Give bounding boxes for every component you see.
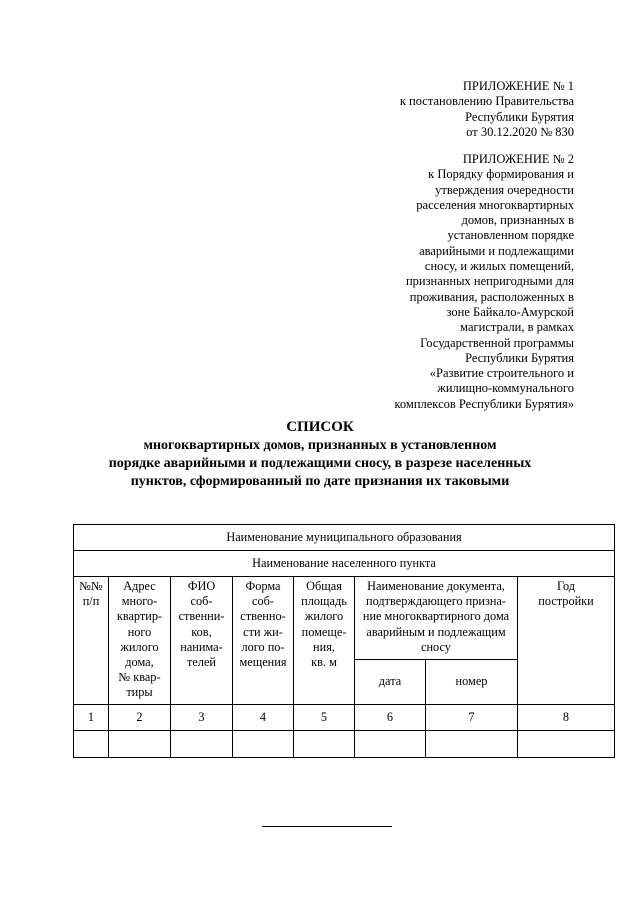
appendix-2-line: магистрали, в рамках — [460, 320, 574, 335]
column-index: 3 — [171, 705, 233, 731]
subtitle-line: порядке аварийными и подлежащими сносу, в разрезе населенных — [108, 455, 532, 471]
column-index: 1 — [74, 705, 109, 731]
appendix-2-line: признанных непригодными для — [405, 274, 574, 289]
table-cell — [426, 731, 518, 758]
subtitle-line: многоквартирных домов, признанных в установленном — [143, 438, 497, 453]
column-index: 8 — [518, 705, 615, 731]
table-cell — [518, 731, 615, 758]
col-ownership-header: Форма соб- ственно- сти жи- лого по- мещения — [233, 577, 294, 705]
appendix-1-line: ПРИЛОЖЕНИЕ № 1 — [462, 79, 574, 93]
col-address-header: Адрес много- квартир- ного жилого дома, № квар- тиры — [109, 577, 171, 705]
appendix-2-block — [394, 152, 574, 412]
subtitle-line: пунктов, сформированный по дате признания их таковыми — [130, 473, 510, 489]
table-cell — [171, 731, 233, 758]
col-area-header: Общая площадь жилого помеще- ния, кв. м — [294, 577, 355, 705]
column-index: 2 — [109, 705, 171, 731]
appendix-2-line: сносу, и жилых помещений, — [424, 259, 574, 274]
document-subtitle — [0, 437, 640, 490]
appendix-2-line: утверждения очередности — [435, 182, 574, 197]
col-doc-number-header: номер — [426, 660, 518, 705]
table-row — [74, 731, 615, 758]
appendix-1-line: Республики Бурятия — [465, 109, 574, 124]
col-number-header: №№ п/п — [74, 577, 109, 705]
appendix-1-block — [400, 79, 574, 140]
appendix-2-line: зоне Байкало-Амурской — [446, 304, 574, 319]
appendix-1-line: к постановлению Правительства — [399, 94, 574, 109]
col-date-header: дата — [355, 660, 426, 705]
appendix-2-line: ПРИЛОЖЕНИЕ № 2 — [462, 152, 574, 166]
appendix-2-line: жилищно-коммунального — [437, 381, 574, 396]
appendix-2-line: проживания, расположенных в — [409, 289, 574, 304]
table-cell — [74, 731, 109, 758]
appendix-2-line: комплексов Республики Бурятия» — [394, 396, 574, 411]
appendix-2-line: «Развитие строительного и — [429, 366, 574, 381]
col-year-header: Год постройки — [518, 577, 615, 705]
col-document-header: Наименование документа, подтверждающего призна- ние многоквартирного дома аварийным и подлежащим сносу — [355, 577, 518, 660]
table-cell — [355, 731, 426, 758]
table-cell — [233, 731, 294, 758]
column-index: 7 — [426, 705, 518, 731]
settlement-header: Наименование населенного пункта — [74, 551, 615, 577]
document-title: СПИСОК — [286, 419, 354, 435]
table-cell — [109, 731, 171, 758]
table-cell — [294, 731, 355, 758]
appendix-2-line: аварийными и подлежащими — [419, 243, 574, 258]
appendix-2-line: к Порядку формирования и — [428, 167, 574, 182]
appendix-2-line: Государственной программы — [420, 335, 574, 350]
col-owners-header: ФИО соб- ственни- ков, нанима- телей — [171, 577, 233, 705]
housing-list-table — [73, 524, 615, 758]
column-index: 5 — [294, 705, 355, 731]
appendix-2-line: установленном порядке — [447, 228, 574, 243]
end-separator-line — [262, 826, 392, 827]
appendix-2-line: Республики Бурятия — [465, 350, 574, 365]
appendix-2-line: домов, признанных в — [461, 213, 574, 228]
appendix-1-line: от 30.12.2020 № 830 — [466, 124, 574, 139]
column-index: 4 — [233, 705, 294, 731]
column-index: 6 — [355, 705, 426, 731]
appendix-2-line: расселения многоквартирных — [416, 197, 574, 212]
municipality-header: Наименование муниципального образования — [74, 525, 615, 551]
